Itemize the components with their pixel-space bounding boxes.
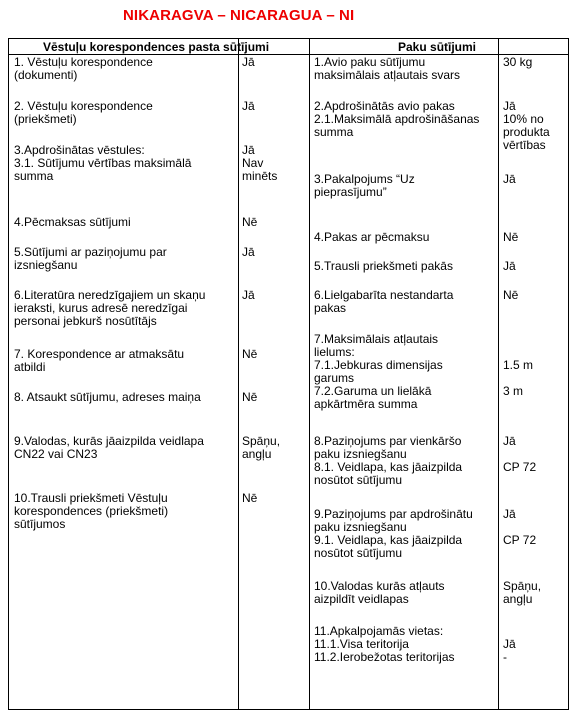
left-item-label: 9.Valodas, kurās jāaizpilda veidlapa CN22 vai CN23: [14, 434, 204, 461]
right-item-value: Nē: [503, 230, 519, 244]
right-item-value: Jā: [503, 172, 516, 186]
left-item-value: Spāņu, angļu: [242, 434, 281, 461]
left-item-value: Nē: [242, 347, 258, 361]
left-item-value: Jā: [242, 99, 255, 113]
left-item-value: Jā Nav minēts: [242, 143, 278, 183]
right-item-value: Spāņu, angļu: [503, 579, 542, 606]
left-item-value: Nē: [242, 390, 258, 404]
left-item-value: Jā: [242, 288, 255, 302]
left-item-label: 7. Korespondence ar atmaksātu atbildi: [14, 347, 185, 374]
right-item-label: 11.Apkalpojamās vietas: 11.1.Visa teritorija 11.2.Ierobežotas teritorijas: [314, 624, 455, 664]
column-divider: [238, 39, 239, 709]
right-item-value: 1.5 m 3 m: [503, 358, 534, 398]
left-item-label: 4.Pēcmaksas sūtījumi: [14, 215, 131, 229]
left-item-value: Jā: [242, 55, 255, 69]
right-item-value: Jā 10% no produkta vērtības: [503, 99, 550, 152]
right-item-label: 9.Paziņojums par apdrošinātu paku izsniegšanu 9.1. Veidlapa, kas jāaizpilda nosūtot sūtījumu: [314, 507, 473, 560]
right-item-label: 1.Avio paku sūtījumu maksimālais atļautais svars: [314, 55, 461, 82]
left-item-value: Nē: [242, 491, 258, 505]
right-item-value: 30 kg: [503, 55, 533, 69]
right-item-value: Jā -: [503, 637, 516, 664]
right-item-label: 2.Apdrošinātās avio pakas 2.1.Maksimālā apdrošināšanas summa: [314, 99, 480, 139]
left-item-label: 10.Trausli priekšmeti Vēstuļu korespondences (priekšmeti) sūtījumos: [14, 491, 169, 531]
left-item-label: 6.Literatūra neredzīgajiem un skaņu ieraksti, kurus adresē neredzīgai personai jebkurš nosūtītājs: [14, 288, 206, 328]
right-item-label: 4.Pakas ar pēcmaksu: [314, 230, 430, 244]
right-item-value: Nē: [503, 288, 519, 302]
left-item-value: Nē: [242, 215, 258, 229]
right-section-header: Paku sūtījumi: [398, 40, 477, 54]
right-item-label: 10.Valodas kurās atļauts aizpildīt veidlapas: [314, 579, 445, 606]
left-item-value: Jā: [242, 245, 255, 259]
right-item-value: Jā CP 72: [503, 434, 537, 474]
right-item-value: Jā: [503, 259, 516, 273]
left-section-header: Vēstuļu korespondences pasta sūtījumi: [43, 40, 270, 54]
right-item-label: 8.Paziņojums par vienkāršo paku izsniegšanu 8.1. Veidlapa, kas jāaizpilda nosūtot sūtījumu: [314, 434, 463, 487]
column-divider: [498, 39, 499, 709]
column-divider-center: [309, 39, 310, 709]
right-item-value: Jā CP 72: [503, 507, 537, 547]
left-item-label: 2. Vēstuļu korespondence (priekšmeti): [14, 99, 153, 126]
left-item-label: 5.Sūtījumi ar paziņojumu par izsniegšanu: [14, 245, 167, 272]
right-item-label: 3.Pakalpojums “Uz pieprasījumu”: [314, 172, 415, 199]
left-item-label: 3.Apdrošinātas vēstules: 3.1. Sūtījumu vērtības maksimālā summa: [14, 143, 192, 183]
left-item-label: 8. Atsaukt sūtījumu, adreses maiņa: [14, 390, 201, 404]
left-item-label: 1. Vēstuļu korespondence (dokumenti): [14, 55, 153, 82]
right-item-label: 7.Maksimālais atļautais lielums: 7.1.Jebkuras dimensijas garums 7.2.Garuma un lielākā apkārtmēra summa: [314, 332, 443, 411]
right-item-label: 5.Trausli priekšmeti pakās: [314, 259, 453, 273]
page-title: NIKARAGVA – NICARAGUA – NI: [123, 7, 355, 24]
right-item-label: 6.Lielgabarīta nestandarta pakas: [314, 288, 454, 315]
services-table: [8, 38, 569, 710]
